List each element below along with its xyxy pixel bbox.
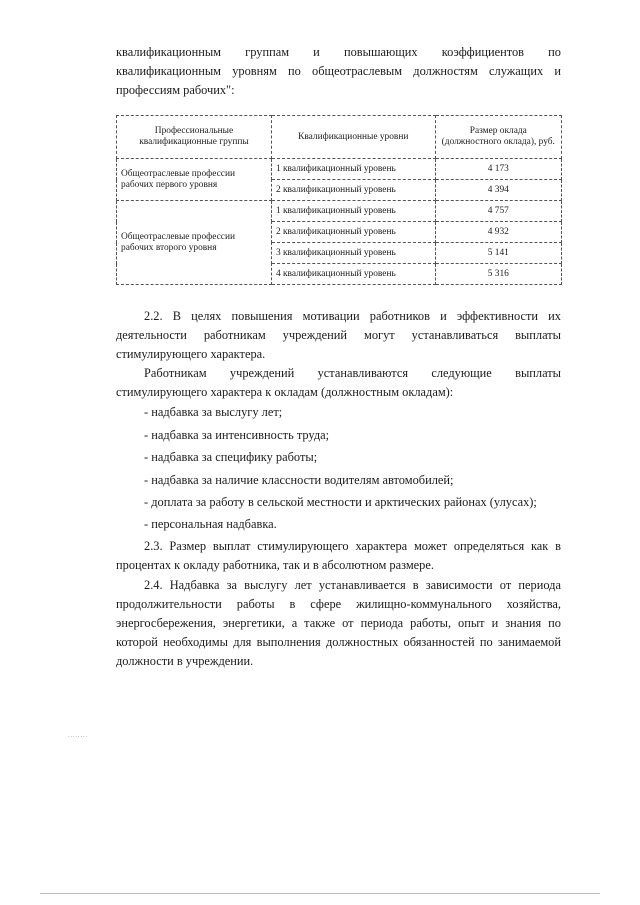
- table-row: [117, 201, 562, 222]
- table-header-row: [117, 116, 562, 159]
- section-2-2-list-intro: Работникам учреждений устанавливаются следующие выплаты стимулирующего характера к окладам (должностным окладам):: [116, 366, 561, 399]
- list-item: - надбавка за интенсивность труда;: [144, 428, 330, 442]
- intro-line-2: квалификационным уровням по общеотраслевым должностям служащих и: [116, 64, 561, 78]
- section-2-4: 2.4. Надбавка за выслугу лет устанавливается в зависимости от периода продолжительности работы в сфере жилищно-коммунального хозяйства, энергосбережения, энергетики, а также от периода работы, опыт и знания по которой необходимы для выполнения должностных обязанностей по занимаемой должности в учреждении.: [116, 578, 561, 668]
- salary-cell: 5 141: [435, 243, 561, 264]
- group-name: Общеотраслевые профессии рабочих второго уровня: [117, 201, 272, 285]
- section-2-3: 2.3. Размер выплат стимулирующего характера может определяться как в процентах к окладу работника, так и в абсолютном размере.: [116, 539, 561, 572]
- salary-cell: 4 757: [435, 201, 561, 222]
- salary-table: [116, 115, 562, 285]
- footer-divider: [40, 893, 600, 894]
- intro-line-1: квалификационным группам и повышающих коэффициентов по: [116, 45, 561, 59]
- list-item: - персональная надбавка.: [144, 517, 277, 531]
- group-name: Общеотраслевые профессии рабочих первого уровня: [117, 159, 272, 201]
- list-item: - надбавка за специфику работы;: [144, 450, 318, 464]
- level-cell: 1 квалификационный уровень: [271, 201, 435, 222]
- margin-mark: ........: [68, 733, 88, 739]
- level-cell: 2 квалификационный уровень: [271, 222, 435, 243]
- salary-cell: 5 316: [435, 264, 561, 285]
- level-cell: 2 квалификационный уровень: [271, 180, 435, 201]
- list-item: - надбавка за наличие классности водителям автомобилей;: [144, 473, 454, 487]
- salary-cell: 4 173: [435, 159, 561, 180]
- header-levels: Квалификационные уровни: [271, 116, 435, 159]
- list-item: - доплата за работу в сельской местности и арктических районах (улусах);: [144, 495, 537, 509]
- level-cell: 4 квалификационный уровень: [271, 264, 435, 285]
- salary-cell: 4 394: [435, 180, 561, 201]
- list-item: - надбавка за выслугу лет;: [144, 405, 283, 419]
- header-groups: Профессиональные квалификационные группы: [117, 116, 272, 159]
- intro-paragraph: [116, 43, 561, 100]
- intro-line-3: профессиям рабочих":: [116, 83, 235, 97]
- header-salary: Размер оклада (должностного оклада), руб.: [435, 116, 561, 159]
- salary-cell: 4 932: [435, 222, 561, 243]
- table-row: [117, 159, 562, 180]
- section-2-2: 2.2. В целях повышения мотивации работников и эффективности их деятельности работникам учреждений могут устанавливаться выплаты стимулирующего характера.: [116, 309, 561, 361]
- level-cell: 1 квалификационный уровень: [271, 159, 435, 180]
- level-cell: 3 квалификационный уровень: [271, 243, 435, 264]
